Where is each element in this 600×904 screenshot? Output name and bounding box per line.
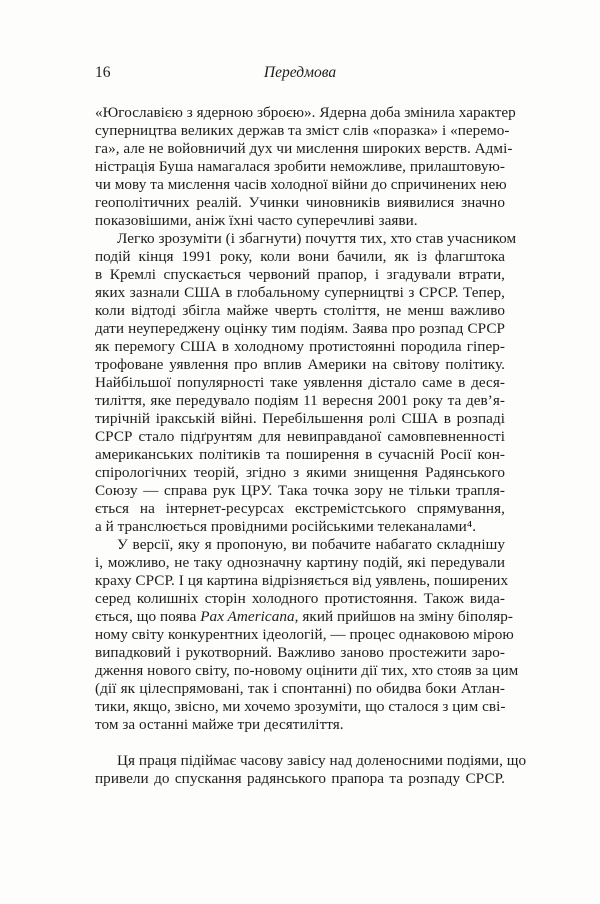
- paragraph: [95, 536, 519, 734]
- text-line: ністрація Буша намагалася зробити неможливе, прилаштовую-: [95, 158, 505, 175]
- page-header: [95, 63, 505, 83]
- text-line: привели до спускання радянського прапора та розпаду СРСР.: [95, 770, 505, 787]
- paragraph: [95, 104, 516, 230]
- text-line: (дії як цілеспрямовані, так і спонтанні) по обидва боки Атлан-: [95, 680, 505, 697]
- text-line: чи мову та мислення часів холодної війни до спричинених нею: [95, 176, 507, 193]
- text-line: га», але не войовничий дух чи мислення широких верств. Адмі-: [95, 140, 513, 157]
- text-line: Найбільшої популярності таке уявлення дістало саме в деся-: [95, 374, 505, 391]
- text-line: подій кінця 1991 року, коли вони бачили, як із флагштока: [95, 248, 505, 265]
- text-line: тирічній іракській війні. Перебільшення ролі США в розпаді: [95, 410, 505, 427]
- text-line: том за останні майже три десятиліття.: [95, 716, 344, 733]
- text-line: як перемогу США в холодному протистоянні породила гіпер-: [95, 338, 505, 355]
- text-line: американських політиків та поширення в сучасній Росії кон-: [95, 446, 505, 463]
- text-line: «Югославією з ядерною зброєю». Ядерна доба змінила характер: [95, 104, 516, 121]
- text-line: яких зазнали США в глобальному суперництві з СРСР. Тепер,: [95, 284, 505, 301]
- text-line: ному світу конкурентних ідеологій, — процес однаковою мірою: [95, 626, 514, 643]
- text-line: а й транслюється провідними російськими телеканалами⁴.: [95, 518, 477, 535]
- text-line: серед колишніх сторін холодного протистояння. Також вида-: [95, 590, 505, 607]
- text-line: Легко зрозуміти (і збагнути) почуття тих, хто став учасником: [117, 230, 517, 247]
- text-line: Союзу — справа рук ЦРУ. Така точка зору не тільки трапля-: [95, 482, 505, 499]
- chapter-title: Передмова: [263, 64, 337, 81]
- text-line: в Кремлі спускається червоний прапор, і згадували втрати,: [95, 266, 505, 283]
- text-line: суперництва великих держав та зміст слів «поразка» і «перемо-: [95, 122, 510, 139]
- paragraph: [95, 230, 517, 536]
- text-line: СРСР стало підґрунтям для невиправданої самовпевненності: [95, 428, 505, 445]
- text-line: ється на інтернет-ресурсах екстремістського спрямування,: [95, 500, 505, 517]
- text-line: дження нового світу, по-новому оцінити дії тих, хто стояв за цим: [95, 662, 519, 679]
- text-line: У версії, яку я пропоную, ви побачите набагато складнішу: [117, 536, 505, 553]
- text-line: краху СРСР. І ця картина відрізняється від уявлень, поширених: [95, 572, 509, 589]
- page-number: 16: [95, 64, 111, 81]
- text-line: геополітичних реалій. Учинки чиновників виявилися значно: [95, 194, 505, 211]
- text-line: тики, якщо, звісно, ми хочемо зрозуміти, що сталося з цим сві-: [95, 698, 506, 715]
- text-line: і, можливо, не таку однозначну картину подій, які передували: [95, 554, 505, 571]
- text-line: дати неупереджену оцінку тим подіям. Заява про розпад СРСР: [95, 320, 505, 337]
- text-line: Ця праця підіймає часову завісу над доленосними подіями, що: [117, 752, 527, 769]
- text-line: ється, що поява Pax Americana, який прийшов на зміну біполяр-: [95, 608, 513, 625]
- paragraph: [95, 752, 527, 788]
- text-line: трофоване уявлення про вплив Америки на світову політику.: [95, 356, 505, 373]
- text-line: спірологічних теорій, згідно з якими знищення Радянського: [95, 464, 505, 481]
- text-line: коли відтоді збігла майже чверть століття, не менш важливо: [95, 302, 505, 319]
- text-line: тиліття, яке передувало подіям 11 вересня 2001 року та дев’я-: [95, 392, 505, 409]
- text-line: показовішими, аніж їхні часто суперечливі заяви.: [95, 212, 418, 229]
- body-text: [95, 104, 527, 788]
- text-line: випадковий і рукотворний. Важливо заново простежити заро-: [95, 644, 505, 661]
